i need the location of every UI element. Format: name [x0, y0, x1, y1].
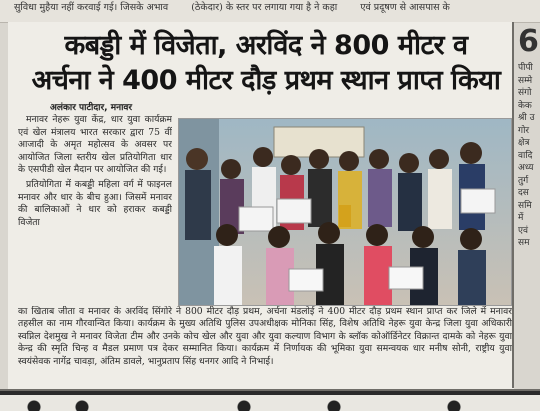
- top-strip-text-left: सुविधा मुहैया नहीं करवाई गई। जिसके अभाव: [14, 2, 169, 13]
- adjacent-column-line: गोर: [518, 125, 530, 136]
- adjacent-column-line: संगो: [518, 88, 532, 98]
- top-strip-text-right: एवं प्रदूषण से आसपास के: [360, 2, 450, 13]
- article-photo: [178, 118, 512, 306]
- adjacent-column-line: समि: [518, 200, 532, 211]
- headline: [18, 28, 514, 98]
- cropped-headline-glyphs: [24, 393, 524, 411]
- group-photo-image: [179, 119, 511, 305]
- adjacent-column-line: केक: [518, 100, 532, 111]
- column-divider: [512, 22, 514, 388]
- headline-line-2: अर्चना ने 400 मीटर दौड़ प्रथम स्थान प्राप्त किया: [31, 65, 501, 96]
- adjacent-column: [518, 22, 540, 389]
- adjacent-column-line: में: [518, 213, 524, 223]
- top-strip-text-mid: (ठेकेदार) के स्तर पर लगाया गया है ने कहा: [191, 2, 338, 13]
- headline-line-1: कबड्डी में विजेता, अरविंद ने 800 मीटर व: [64, 30, 468, 61]
- adjacent-column-line: श्री उ: [518, 113, 535, 123]
- article-column-left: [18, 114, 172, 292]
- adjacent-column-line: वादि: [518, 150, 533, 161]
- adjacent-column-line: दस: [518, 188, 529, 198]
- newspaper-article: [8, 22, 514, 389]
- paragraph-1: मनावर नेहरू युवा केंद्र, धार युवा कार्यक्रम एवं खेल मंत्रालय भारत सरकार द्वारा 75 वीं आजादी के अमृत महोत्सव के अवसर पर आयोजित जिला स्तरीय खेल प्रतियोगिता धार के एसपीडी खेल मैदान पर आयोजित की गई।: [18, 114, 172, 176]
- next-headline-strip: [0, 389, 540, 411]
- adjacent-column-line: एवं: [518, 225, 528, 236]
- byline: अलंकार पाटीदार, मनावर: [50, 103, 133, 113]
- top-strip: [0, 0, 540, 23]
- adjacent-column-big-glyph: 6: [518, 24, 539, 59]
- article-body-wide: का खिताब जीता व मनावर के अरविंद सिंगोरे ने 800 मीटर दौड़ प्रथम, अर्चना मंडलोई ने 400 मीटर दौड़ प्रथम स्थान प्राप्त कर जिले में मनावर तहसील का नाम गौरवान्वित किया। कार्यक्रम के मुख्य अतिथि पुलिस उपअधीक्षक मोनिका सिंह, विशेष अतिथि नेहरू युवा केन्द्र जिला युवा अधिकारी स्वप्निल देशमुख ने मनावर विजेता टीम और उनके कोच खेल और युवा और युवा कल्याण विभाग के ब्लॉक कोऑर्डिनेटर विक्रान्त दामके को नेहरू युवा केन्द्र की स्मृति चिन्ह व मैडल प्रमाण पत्र देकर सम्मानित किया। कार्यक्रम में निर्णायक की भूमिका युवा समन्वयक धार मनीष सोनी, राष्ट्रीय युवा स्वयंसेवक नागेंद्र चावड़ा, अंतिम डावले, भानुप्रताप सिंह धनगर आदि ने निभाई।: [18, 306, 512, 367]
- adjacent-column-line: सम: [518, 238, 530, 248]
- adjacent-column-lines: [518, 62, 540, 250]
- adjacent-column-line: पीपी: [518, 63, 533, 73]
- adjacent-column-line: तुर्ग: [518, 175, 529, 186]
- adjacent-column-line: सम्मे: [518, 75, 533, 86]
- adjacent-column-line: अध्य: [518, 163, 534, 173]
- adjacent-column-line: क्षेत्र: [518, 138, 530, 148]
- paragraph-2: प्रतियोगिता में कबड्डी महिला वर्ग में फाइनल मनावर और धार के बीच हुआ। जिसमें मनावर की बालिकाओं ने धार को हराकर कबड्डी विजेता: [18, 178, 172, 228]
